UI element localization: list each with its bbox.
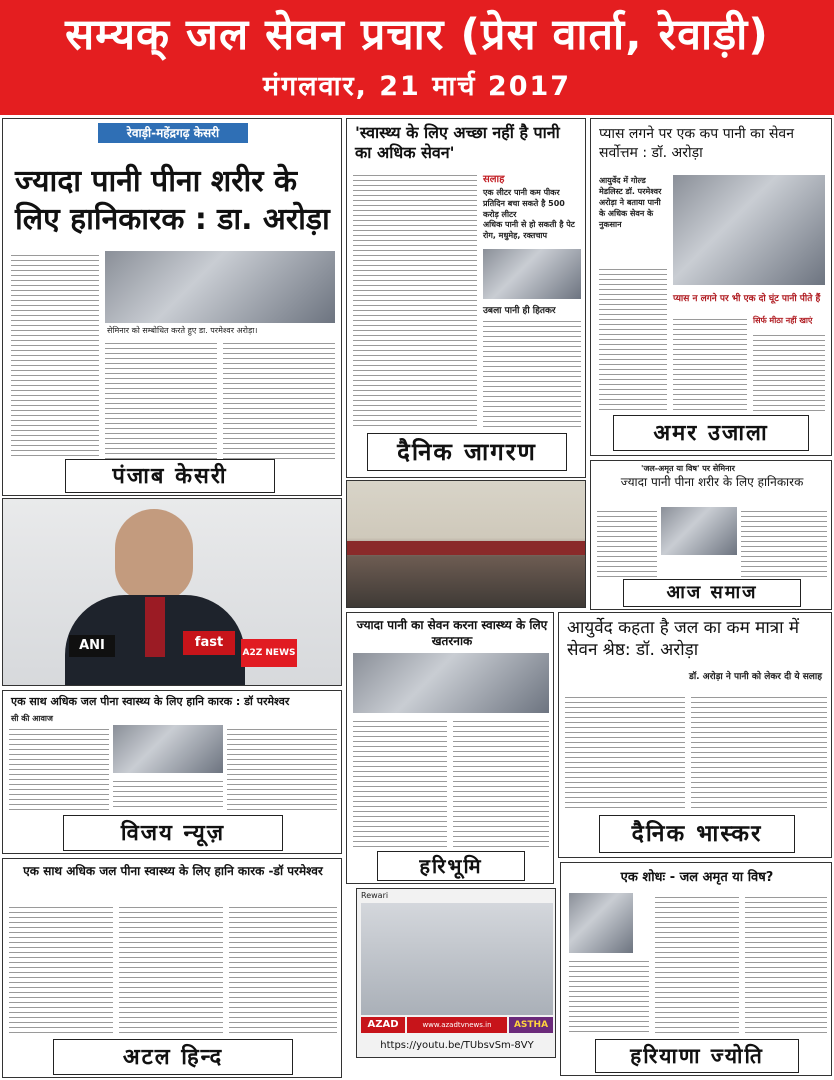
vijay-photo [113,725,223,773]
kesari-headline: ज्यादा पानी पीना शरीर के लिए हानिकारक : डा. अरोड़ा [15,164,330,237]
atal-text-col-2 [119,903,223,1035]
azad-logo: AZAD [361,1017,405,1033]
clip-haribhoomi [346,612,554,884]
jagran-bullet-2: अधिक पानी से हो सकती है पेट रोग, मधुमेह, रक्तचाप [483,220,575,240]
jagran-photo [483,249,581,299]
ujala-headline: प्यास लगने पर एक कप पानी का सेवन सर्वोत्तम : डॉ. अरोड़ा [599,126,794,161]
clip-azad-tv [356,888,556,1058]
ujala-side: आयुर्वेद में गोल्ड मेडलिस्ट डॉ. परमेश्वर अरोड़ा ने बताया पानी के अधिक सेवन के नुकसान [599,176,662,229]
jagran-text-col-2 [483,317,581,427]
vijay-text-col-2 [227,725,337,811]
speaker-tie [145,597,165,657]
mic-ani: ANI [69,635,115,657]
kesari-text-col-2 [105,339,217,459]
jyoti-text-col-1 [569,957,649,1033]
vijay-headline: एक साथ अधिक जल पीना स्वास्थ्य के लिए हानि कारक : डॉ परमेश्वर [11,695,290,708]
kesari-photo [105,251,335,323]
clip-vijay-news [2,690,342,854]
jagran-sub2: उबला पानी ही हितकर [483,306,556,316]
jagran-paper-name: दैनिक जागरण [367,433,567,471]
ujala-sub: प्यास न लगने पर भी एक दो घूंट पानी पीते हैं [673,294,821,304]
clip-aaj-samaj [590,460,832,610]
ujala-box: सिर्फ मीठा नहीं खाएं [753,316,813,325]
jyoti-headline: एक शोधः - जल अमृत या विष? [620,870,774,885]
haribhoomi-photo [353,653,549,713]
kesari-paper-name: पंजाब केसरी [65,459,275,493]
haribhoomi-text-col-2 [453,717,549,847]
speaker-head [115,509,193,601]
atal-text-col-1 [9,903,113,1035]
mic-fast: fast [183,631,235,655]
azad-video-frame [361,903,553,1015]
ujala-text-col-1 [599,265,667,410]
aajsamaj-text-col-1 [597,507,657,579]
jyoti-text-col-3 [745,893,827,1033]
kesari-text-col-1 [11,251,99,456]
aajsamaj-text-col-2 [741,507,827,579]
bhaskar-headline: आयुर्वेद कहता है जल का कम मात्रा में सेवन श्रेष्ठ: डॉ. अरोड़ा [567,618,800,660]
azad-site: www.azadtvnews.in [407,1017,507,1033]
seminar-stage [347,541,586,555]
clip-amar-ujala [590,118,832,456]
azad-youtube-link[interactable]: https://youtu.be/TUbsvSm-8VY [380,1040,534,1051]
haribhoomi-headline: ज्यादा पानी का सेवन करना स्वास्थ्य के लिए खतरनाक [356,618,548,648]
vijay-paper-name: विजय न्यूज़ [63,815,283,851]
banner-title: सम्यक् जल सेवन प्रचार (प्रेस वार्ता, रेवाड़ी) [65,10,769,60]
azad-brand: ASTHA [509,1017,553,1033]
jyoti-photo [569,893,633,953]
seminar-photo [346,480,586,608]
jagran-bullet-1: एक लीटर पानी कम पीकर प्रतिदिन बचा सकते है 500 करोड़ लीटर [483,188,565,219]
clip-haryana-jyoti [560,862,832,1076]
banner-date: मंगलवार, 21 मार्च 2017 [262,71,572,102]
clip-dainik-jagran [346,118,586,478]
haribhoomi-paper-name: हरिभूमि [377,851,525,881]
jyoti-text-col-2 [655,893,739,1033]
aajsamaj-tag: 'जल-अमृत या विष' पर सेमिनार [641,464,735,473]
jagran-subhead: सलाह [483,174,505,185]
atal-paper-name: अटल हिन्द [53,1039,293,1075]
vijay-text-col-1 [9,725,109,811]
jagran-text-col-1 [353,171,477,426]
haribhoomi-text-col-1 [353,717,447,847]
azad-top: Rewari [361,891,389,900]
atal-headline: एक साथ अधिक जल पीना स्वास्थ्य के लिए हानि कारक -डॉ परमेश्वर [23,864,323,878]
aajsamaj-headline: ज्यादा पानी पीना शरीर के लिए हानिकारक [620,475,804,489]
aajsamaj-paper-name: आज समाज [623,579,801,607]
clip-dainik-bhaskar [558,612,832,858]
jyoti-paper-name: हरियाणा ज्योति [595,1039,799,1073]
speaker-press-photo [2,498,342,686]
ujala-paper-name: अमर उजाला [613,415,809,451]
bhaskar-text-col-2 [691,693,827,811]
kesari-caption: सेमिनार को सम्बोधित करते हुए डा. परमेश्वर अरोड़ा। [107,326,258,335]
clip-punjab-kesari [2,118,342,496]
ujala-text-col-2 [673,315,747,411]
bhaskar-sub: डॉ. अरोड़ा ने पानी को लेकर दी ये सलाह [689,672,822,682]
mic-a2z: A2Z NEWS [241,639,297,667]
aajsamaj-photo [661,507,737,555]
vijay-byline: सी की आवाज [11,714,53,723]
kesari-text-col-3 [223,339,335,459]
clip-atal-hind [2,858,342,1078]
jagran-headline: 'स्वास्थ्य के लिए अच्छा नहीं है पानी का अधिक सेवन' [355,123,560,162]
ujala-text-col-3 [753,331,825,411]
kesari-masthead: रेवाड़ी-महेंद्रगढ़ केसरी [98,123,248,143]
atal-text-col-3 [229,903,337,1035]
vijay-text-col-3 [113,777,223,811]
bhaskar-paper-name: दैनिक भास्कर [599,815,795,853]
header-banner [0,0,834,115]
bhaskar-text-col-1 [565,693,685,811]
ujala-photo [673,175,825,285]
